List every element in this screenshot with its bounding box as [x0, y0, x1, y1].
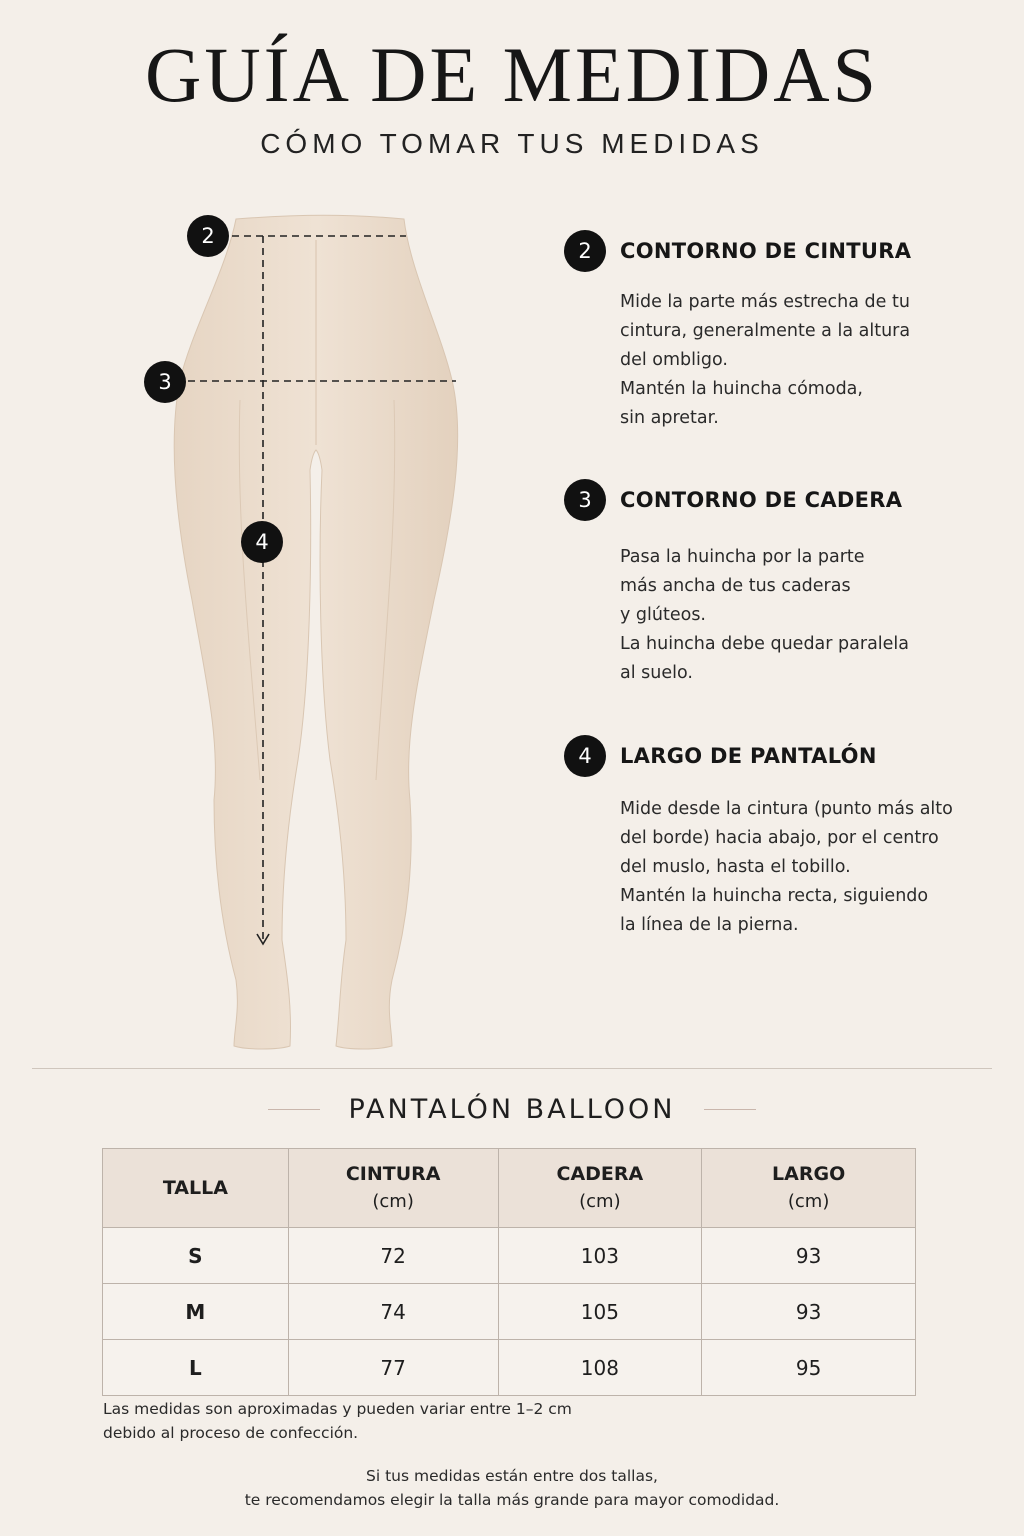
- section-body: [620, 795, 984, 940]
- legs-illustration: [130, 205, 470, 1055]
- header-label: LARGO: [772, 1163, 846, 1185]
- table-row: [103, 1340, 916, 1396]
- body-line: La huincha debe quedar paralela: [620, 634, 910, 654]
- page-title: GUÍA DE MEDIDAS: [145, 31, 879, 118]
- header-label: TALLA: [162, 1176, 228, 1199]
- header-cadera: [498, 1149, 702, 1228]
- body-line: Mide la parte más estrecha de tu: [620, 292, 910, 312]
- table-title: PANTALÓN BALLOON: [348, 1094, 676, 1125]
- header-cintura: [288, 1149, 498, 1228]
- disclaimer-line: Las medidas son aproximadas y pueden variar entre 1–2 cm: [103, 1400, 572, 1418]
- section-heading: CONTORNO DE CADERA: [620, 488, 903, 512]
- section-body: [620, 288, 984, 433]
- cell-largo: 95: [702, 1340, 916, 1396]
- cell-cadera: 105: [498, 1284, 702, 1340]
- header-largo: [702, 1149, 916, 1228]
- body-line: del ombligo.: [620, 350, 728, 370]
- table-header-row: [103, 1149, 916, 1228]
- body-line: Mantén la huincha cómoda,: [620, 379, 863, 399]
- header-unit: (cm): [579, 1191, 621, 1212]
- body-line: sin apretar.: [620, 408, 719, 428]
- cell-cadera: 103: [498, 1228, 702, 1284]
- title-rule-left: [268, 1109, 320, 1110]
- body-line: del muslo, hasta el tobillo.: [620, 857, 851, 877]
- body-line: Mide desde la cintura (punto más alto: [620, 799, 953, 819]
- section-number-badge: 3: [564, 479, 606, 521]
- cell-largo: 93: [702, 1228, 916, 1284]
- body-line: y glúteos.: [620, 605, 706, 625]
- body-line: al suelo.: [620, 663, 693, 683]
- marker-hip: 3: [144, 361, 186, 403]
- table-title-row: [0, 1094, 1024, 1125]
- section-waist: [564, 230, 984, 433]
- section-length: [564, 735, 984, 940]
- section-body: [620, 543, 984, 688]
- cell-size: M: [103, 1284, 289, 1340]
- section-heading: CONTORNO DE CINTURA: [620, 239, 912, 263]
- section-divider: [32, 1068, 992, 1069]
- size-table: [102, 1148, 916, 1396]
- section-hip: [564, 479, 984, 688]
- section-number-badge: 2: [564, 230, 606, 272]
- body-line: más ancha de tus caderas: [620, 576, 851, 596]
- body-line: cintura, generalmente a la altura: [620, 321, 911, 341]
- table-row: [103, 1228, 916, 1284]
- body-line: la línea de la pierna.: [620, 915, 799, 935]
- body-line: del borde) hacia abajo, por el centro: [620, 828, 939, 848]
- cell-cadera: 108: [498, 1340, 702, 1396]
- tip-line: Si tus medidas están entre dos tallas,: [366, 1467, 658, 1485]
- header-talla: [103, 1149, 289, 1228]
- cell-largo: 93: [702, 1284, 916, 1340]
- header-label: CADERA: [556, 1163, 644, 1185]
- header-unit: (cm): [372, 1191, 414, 1212]
- cell-cintura: 77: [288, 1340, 498, 1396]
- page-subtitle: CÓMO TOMAR TUS MEDIDAS: [260, 128, 764, 159]
- marker-waist: 2: [187, 215, 229, 257]
- section-number-badge: 4: [564, 735, 606, 777]
- size-tip: [0, 1464, 1024, 1512]
- body-line: Pasa la huincha por la parte: [620, 547, 865, 567]
- section-heading: LARGO DE PANTALÓN: [620, 744, 877, 768]
- body-line: Mantén la huincha recta, siguiendo: [620, 886, 929, 906]
- cell-size: S: [103, 1228, 289, 1284]
- header-label: CINTURA: [345, 1163, 441, 1185]
- cell-cintura: 74: [288, 1284, 498, 1340]
- cell-size: L: [103, 1340, 289, 1396]
- tip-line: te recomendamos elegir la talla más grande para mayor comodidad.: [244, 1491, 780, 1509]
- disclaimer-note: [103, 1397, 572, 1445]
- cell-cintura: 72: [288, 1228, 498, 1284]
- header-unit: (cm): [787, 1191, 830, 1212]
- marker-length: 4: [241, 521, 283, 563]
- table-row: [103, 1284, 916, 1340]
- title-rule-right: [704, 1109, 756, 1110]
- disclaimer-line: debido al proceso de confección.: [103, 1424, 359, 1442]
